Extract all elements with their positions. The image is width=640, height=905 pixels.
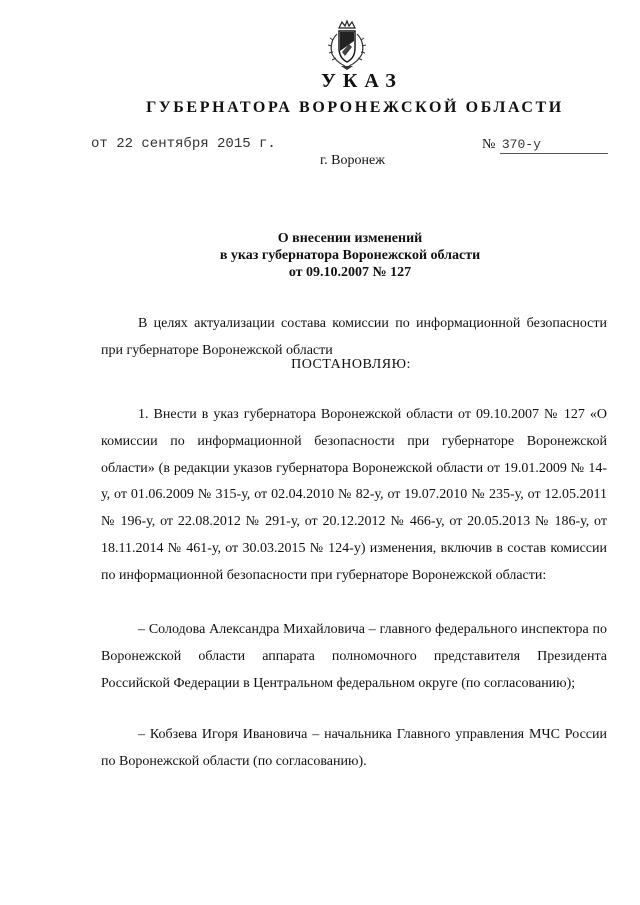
member-1-paragraph: – Солодова Александра Михайловича – главного федерального инспектора по Воронежской области аппарата полномочного представителя Президента Российской Федерации в Центральном федеральном округе (по согласованию); — [101, 622, 607, 691]
number-value: 370-у — [501, 137, 541, 152]
number-underline — [500, 153, 608, 154]
issuer-subtitle: ГУБЕРНАТОРА ВОРОНЕЖСКОЙ ОБЛАСТИ — [146, 99, 564, 116]
decree-heading — [0, 230, 640, 281]
number-sign: № — [482, 137, 496, 152]
city-name: г. Воронеж — [320, 153, 385, 168]
item-1-paragraph: 1. Внести в указ губернатора Воронежской области от 09.10.2007 № 127 «О комиссии по информационной безопасности при губернаторе Воронежской области» (в редакции указов губернатора Воронежской области от 19.01.2009 № 14-у, от 01.06.2009 № 315-у, от 02.04.2010 № 82-у, от 19.07.2010 № 235-у, от 12.05.2011 № 196-у, от 22.08.2012 № 291-у, от 20.12.2012 № 466-у, от 20.05.2013 № 186-у, от 18.11.2014 № 461-у, от 30.03.2015 № 124-у) изменения, включив в состав комиссии по информационной безопасности при губернаторе Воронежской области: — [101, 407, 607, 583]
coat-of-arms-icon — [319, 18, 375, 74]
decree-date: от 22 сентября 2015 г. — [91, 136, 276, 152]
decree-number — [482, 137, 610, 153]
decree-word: ПОСТАНОВЛЯЮ: — [291, 357, 411, 372]
intro-paragraph: В целях актуализации состава комиссии по информационной безопасности при губернаторе Воронежской области — [101, 316, 607, 358]
member-2-paragraph: – Кобзева Игоря Ивановича – начальника Главного управления МЧС России по Воронежской области (по согласованию). — [101, 727, 607, 769]
heading-line-1: О внесении изменений — [277, 231, 423, 246]
heading-line-3: от 09.10.2007 № 127 — [288, 265, 412, 280]
document-type-title: УКАЗ — [321, 70, 403, 92]
heading-line-2: в указ губернатора Воронежской области — [219, 248, 481, 263]
